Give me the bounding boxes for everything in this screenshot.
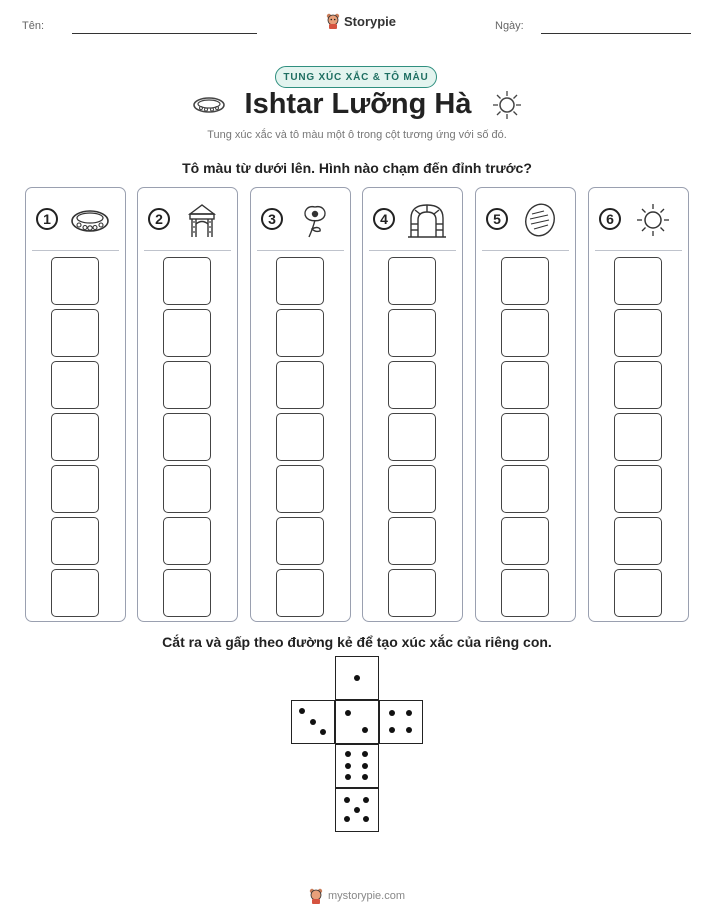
date-line[interactable]: [541, 33, 691, 34]
column-4: [362, 187, 463, 622]
color-cell[interactable]: [163, 257, 211, 305]
color-cell[interactable]: [163, 465, 211, 513]
color-cell[interactable]: [614, 361, 662, 409]
color-cell[interactable]: [51, 517, 99, 565]
dice-pip: [363, 797, 369, 803]
color-cell[interactable]: [163, 413, 211, 461]
dice-face-1: [335, 656, 379, 700]
dice-pip: [389, 710, 395, 716]
color-cell[interactable]: [614, 413, 662, 461]
color-cell[interactable]: [501, 413, 549, 461]
dice-pip: [310, 719, 316, 725]
dice-pip: [362, 763, 368, 769]
column-divider: [369, 250, 456, 251]
color-cell[interactable]: [51, 257, 99, 305]
column-number: 1: [36, 208, 58, 230]
column-2: [137, 187, 238, 622]
column-header: [138, 188, 237, 250]
dice-pip: [354, 807, 360, 813]
column-header: [26, 188, 125, 250]
storypie-mascot-icon: [326, 13, 340, 29]
dice-pip: [299, 708, 305, 714]
page-title-text: Ishtar Lưỡng Hà: [244, 88, 472, 120]
bangle-bracelet-icon: [192, 95, 226, 115]
column-divider: [144, 250, 231, 251]
footer: [0, 888, 714, 904]
color-cell[interactable]: [163, 517, 211, 565]
date-label: Ngày:: [495, 20, 524, 32]
color-cell[interactable]: [501, 465, 549, 513]
column-divider: [257, 250, 344, 251]
color-cell[interactable]: [51, 309, 99, 357]
name-label: Tên:: [22, 20, 45, 32]
column-5: [475, 187, 576, 622]
sun-icon: [492, 90, 522, 120]
color-cell[interactable]: [51, 465, 99, 513]
dice-face-4: [379, 700, 423, 744]
column-number: 2: [148, 208, 170, 230]
footer-url[interactable]: mystorypie.com: [327, 890, 406, 902]
column-3: [250, 187, 351, 622]
color-cell[interactable]: [614, 569, 662, 617]
dice-pip: [389, 727, 395, 733]
color-cell[interactable]: [388, 361, 436, 409]
poppy-flower-icon: [293, 202, 337, 238]
color-cell[interactable]: [614, 465, 662, 513]
dice-instruction: Cắt ra và gấp theo đường kẻ để tạo xúc xắc của riêng con.: [162, 634, 552, 650]
dice-pip: [362, 727, 368, 733]
color-cell[interactable]: [501, 517, 549, 565]
dice-pip: [345, 763, 351, 769]
color-cell[interactable]: [388, 517, 436, 565]
column-divider: [482, 250, 569, 251]
bangle-bracelet-icon: [68, 202, 112, 238]
activity-badge: TUNG XÚC XẮC & TÔ MÀU: [275, 66, 437, 88]
color-cell[interactable]: [51, 569, 99, 617]
dice-pip: [363, 816, 369, 822]
color-cell[interactable]: [276, 257, 324, 305]
dice-face-5: [335, 788, 379, 832]
column-header: [251, 188, 350, 250]
color-cell[interactable]: [614, 309, 662, 357]
dice-pip: [344, 816, 350, 822]
dice-pip: [320, 729, 326, 735]
color-cell[interactable]: [501, 309, 549, 357]
color-cell[interactable]: [276, 569, 324, 617]
palace-gate-icon: [180, 202, 224, 238]
color-cell[interactable]: [388, 257, 436, 305]
color-cell[interactable]: [388, 569, 436, 617]
dice-pip: [362, 774, 368, 780]
color-cell[interactable]: [501, 361, 549, 409]
color-cell[interactable]: [614, 257, 662, 305]
dice-face-2: [335, 700, 379, 744]
color-cell[interactable]: [276, 361, 324, 409]
column-number: 5: [486, 208, 508, 230]
name-line[interactable]: [72, 33, 257, 34]
color-cell[interactable]: [276, 465, 324, 513]
column-6: [588, 187, 689, 622]
column-number: 6: [599, 208, 621, 230]
subtitle: Tung xúc xắc và tô màu một ô trong cột tương ứng với số đó.: [207, 129, 507, 141]
brand-name: Storypie: [344, 13, 397, 29]
color-cell[interactable]: [163, 569, 211, 617]
color-cell[interactable]: [388, 309, 436, 357]
column-divider: [32, 250, 119, 251]
column-1: [25, 187, 126, 622]
brand-logo: [326, 13, 396, 29]
color-cell[interactable]: [163, 309, 211, 357]
column-header: [363, 188, 462, 250]
dice-face-3: [291, 700, 335, 744]
dice-pip: [362, 751, 368, 757]
dice-pip: [344, 797, 350, 803]
dice-pip: [354, 675, 360, 681]
dice-pip: [345, 774, 351, 780]
page-title: [0, 88, 714, 121]
columns-instruction: Tô màu từ dưới lên. Hình nào chạm đến đỉnh trước?: [182, 160, 532, 176]
storypie-mascot-icon: [309, 888, 323, 904]
column-header: [476, 188, 575, 250]
color-cell[interactable]: [276, 309, 324, 357]
color-cell[interactable]: [51, 413, 99, 461]
dice-pip: [345, 710, 351, 716]
stone-arch-icon: [405, 202, 449, 238]
dice-pip: [345, 751, 351, 757]
color-cell[interactable]: [276, 413, 324, 461]
column-header: [589, 188, 688, 250]
color-cell[interactable]: [501, 569, 549, 617]
color-cell[interactable]: [163, 361, 211, 409]
clay-tablet-icon: [518, 202, 562, 238]
color-cell[interactable]: [51, 361, 99, 409]
color-cell[interactable]: [501, 257, 549, 305]
column-number: 3: [261, 208, 283, 230]
color-cell[interactable]: [388, 413, 436, 461]
color-cell[interactable]: [388, 465, 436, 513]
color-cell[interactable]: [276, 517, 324, 565]
dice-pip: [406, 710, 412, 716]
dice-pip: [406, 727, 412, 733]
column-divider: [595, 250, 682, 251]
column-number: 4: [373, 208, 395, 230]
dice-face-6: [335, 744, 379, 788]
color-cell[interactable]: [614, 517, 662, 565]
sun-icon: [631, 202, 675, 238]
